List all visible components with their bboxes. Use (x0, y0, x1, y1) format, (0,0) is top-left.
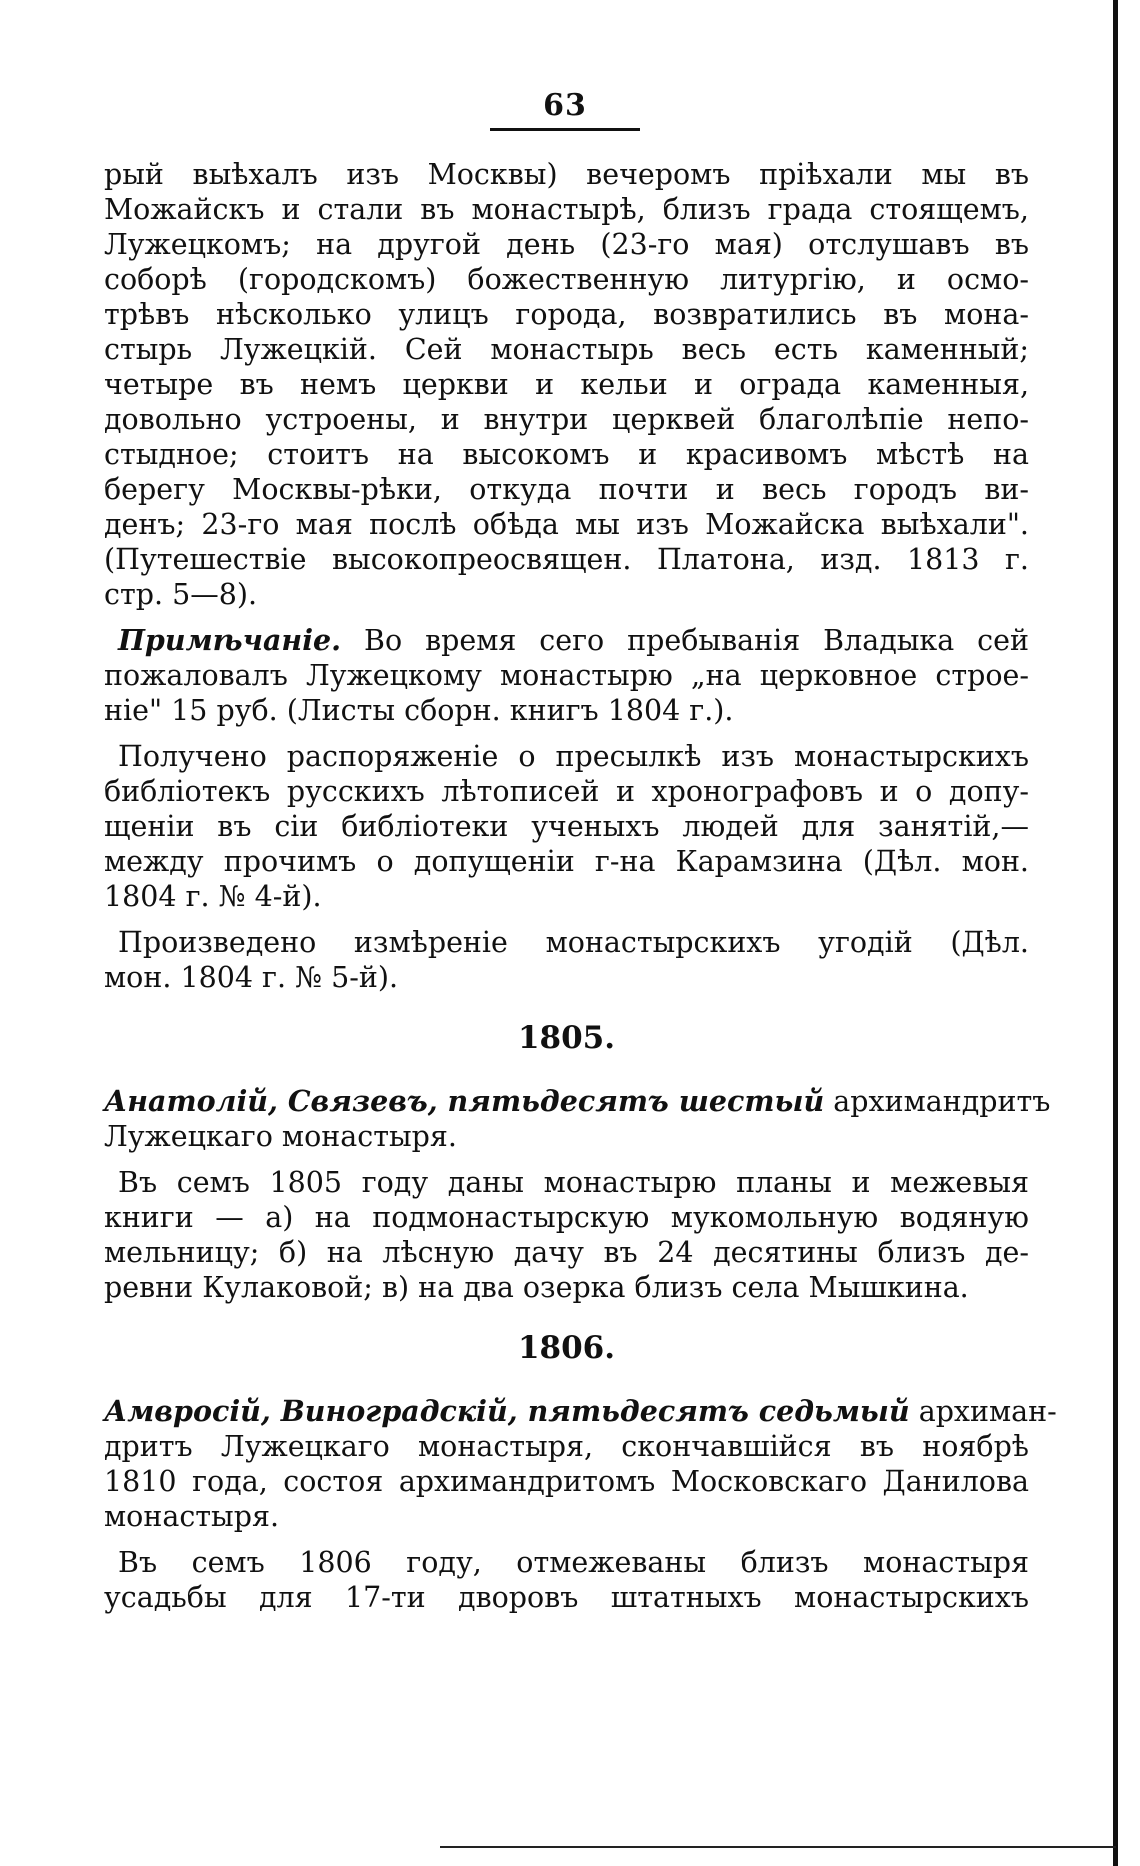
text-line (104, 157, 1029, 192)
text-line (104, 1119, 1029, 1154)
text-line (104, 1165, 1029, 1200)
text-line (104, 1545, 1029, 1580)
line-text: четыре въ немъ церкви и кельи и ограда каменныя, (104, 368, 1029, 401)
italic-name: Амвросій, Виноградскій, пятьдесятъ седьмый (104, 1394, 910, 1428)
line-text: мон. 1804 г. № 5-й). (104, 961, 399, 994)
line-text: усадьбы для 17-ти дворовъ штатныхъ монастырскихъ (104, 1581, 1029, 1614)
line-text: Получено распоряженіе о пресылкѣ изъ монастырскихъ (118, 740, 1029, 773)
line-text: архиман- (909, 1395, 1057, 1428)
text-line (104, 1235, 1029, 1270)
line-text: архимандритъ (824, 1085, 1051, 1118)
text-line (104, 542, 1029, 577)
text-line (104, 297, 1029, 332)
right-margin-rule (1113, 0, 1118, 1866)
line-text: (Путешествіе высокопреосвящен. Платона, изд. 1813 г. (104, 543, 1029, 576)
line-text: берегу Москвы-рѣки, откуда почти и весь городъ ви- (104, 473, 1029, 506)
section-1805 (104, 1084, 1051, 1305)
text-line (104, 1499, 1029, 1534)
line-text: стырь Лужецкій. Сей монастырь весь есть каменный; (104, 333, 1029, 366)
line-text: монастыря. (104, 1500, 280, 1533)
line-text: ревни Кулаковой; в) на два озерка близъ села Мышкина. (104, 1271, 969, 1304)
line-text: ніе" 15 руб. (Листы сборн. книгъ 1804 г.). (104, 694, 734, 727)
text-line (104, 1084, 1051, 1119)
text-line (104, 332, 1029, 367)
line-text: Во время сего пребыванія Владыка сей (341, 624, 1029, 657)
line-text: библіотекъ русскихъ лѣтописей и хронографовъ и о допу- (104, 775, 1029, 808)
bottom-rule (440, 1846, 1116, 1848)
text-line (104, 658, 1029, 693)
line-text: денъ; 23-го мая послѣ обѣда мы изъ Можайска выѣхали". (104, 508, 1029, 541)
page-number-underline (490, 128, 640, 131)
line-text: мельницу; б) на лѣсную дачу въ 24 десятины близъ де- (104, 1236, 1029, 1269)
page-body (104, 157, 1057, 1615)
line-text: Лужецкомъ; на другой день (23-го мая) отслушавъ въ (104, 228, 1029, 261)
line-text: дритъ Лужецкаго монастыря, скончавшійся въ ноябрѣ (104, 1430, 1029, 1463)
line-text: 1810 года, состоя архимандритомъ Московскаго Данилова (104, 1465, 1029, 1498)
text-line (104, 367, 1029, 402)
text-line (104, 262, 1029, 297)
text-line (104, 774, 1029, 809)
line-text: рый выѣхалъ изъ Москвы) вечеромъ пріѣхали мы въ (104, 158, 1029, 191)
text-line (104, 577, 1029, 612)
text-line (104, 437, 1029, 472)
line-text: довольно устроены, и внутри церквей благолѣпіе непо- (104, 403, 1029, 436)
year-heading-1806: 1806. (517, 1330, 616, 1366)
text-line (104, 693, 1029, 728)
section-1806 (104, 1394, 1057, 1615)
text-line (104, 623, 1029, 658)
text-line (104, 192, 1029, 227)
text-line (104, 472, 1029, 507)
line-text: Произведено измѣреніе монастырскихъ угодій (Дѣл. (118, 926, 1029, 959)
line-text: Въ семъ 1805 году даны монастырю планы и межевыя (118, 1166, 1029, 1199)
text-line (104, 227, 1029, 262)
italic-name: Примѣчаніе. (118, 623, 342, 657)
line-text: книги — а) на подмонастырскую мукомольную водяную (104, 1201, 1029, 1234)
text-line (104, 844, 1029, 879)
year-heading-1805: 1805. (517, 1020, 616, 1056)
main-paragraphs (104, 157, 1029, 995)
text-line (104, 1580, 1029, 1615)
line-text: соборѣ (городскомъ) божественную литургію, и осмо- (104, 263, 1029, 296)
line-text: стыдное; стоитъ на высокомъ и красивомъ мѣстѣ на (104, 438, 1029, 471)
text-line (104, 809, 1029, 844)
text-line (104, 1464, 1029, 1499)
line-text: пожаловалъ Лужецкому монастырю „на церковное строе- (104, 659, 1029, 692)
text-line (104, 1394, 1057, 1429)
text-line (104, 1429, 1029, 1464)
page-number: 63 (543, 88, 587, 123)
line-text: между прочимъ о допущеніи г-на Карамзина (Дѣл. мон. (104, 845, 1029, 878)
line-text: Можайскъ и стали въ монастырѣ, близъ града стоящемъ, (104, 193, 1029, 226)
text-line (104, 402, 1029, 437)
line-text: 1804 г. № 4-й). (104, 880, 322, 913)
line-text: стр. 5—8). (104, 578, 258, 611)
italic-name: Анатолій, Связевъ, пятьдесятъ шестый (104, 1084, 825, 1118)
text-line (104, 739, 1029, 774)
line-text: щеніи въ сіи библіотеки ученыхъ людей для занятій,— (104, 810, 1029, 843)
text-line (104, 879, 1029, 914)
text-line (104, 960, 1029, 995)
line-text: Лужецкаго монастыря. (104, 1120, 457, 1153)
text-line (104, 925, 1029, 960)
line-text: Въ семъ 1806 году, отмежеваны близъ монастыря (118, 1546, 1029, 1579)
text-line (104, 1270, 1029, 1305)
text-line (104, 507, 1029, 542)
line-text: трѣвъ нѣсколько улицъ города, возвратились въ мона- (104, 298, 1029, 331)
text-line (104, 1200, 1029, 1235)
